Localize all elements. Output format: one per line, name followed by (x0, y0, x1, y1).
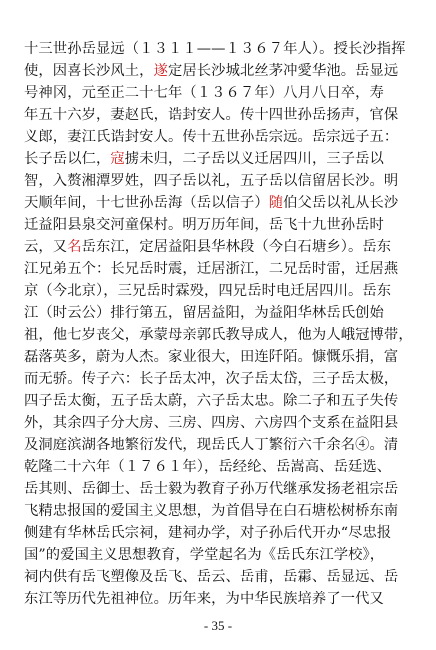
text-segment: 岳东江，定居益阳县华林段（今白石塘乡）。岳东 (81, 239, 392, 255)
body-text (24, 38, 416, 610)
text-segment: 东江等历代先祖神位。历年来，为中华民族培养了一代又 (24, 591, 384, 607)
text-line (24, 434, 416, 456)
text-line (24, 126, 416, 148)
text-line (24, 324, 416, 346)
text-segment: 伯父岳以礼从长沙 (283, 195, 399, 211)
highlighted-character: 遂 (153, 63, 168, 79)
text-line (24, 258, 416, 280)
text-line (24, 192, 416, 214)
text-line (24, 302, 416, 324)
text-segment: 江（时云公）排行第五，留居益阳，为益阳华林岳氏创始 (24, 305, 384, 321)
text-line (24, 280, 416, 302)
text-segment: 使，因喜长沙风土， (24, 63, 154, 79)
text-line (24, 412, 416, 434)
text-segment: 祖，他七岁丧父，承蒙母亲郭氏教导成人，他为人峨冠博带， (24, 327, 413, 343)
text-line (24, 522, 416, 544)
text-segment: 天顺年间，十七世孙岳海（岳以信子） (24, 195, 269, 211)
text-segment: 岳其则、岳御士、岳士毅为教育子孙万代继承发扬老祖宗岳 (24, 481, 399, 497)
text-line (24, 60, 416, 82)
text-segment: 长子岳以仁， (24, 151, 111, 167)
text-segment: 智，入赘湘潭罗姓，四子岳以礼，五子岳以信留居长沙。明 (24, 173, 399, 189)
text-segment: 掳未归，二子岳以义迁居四川，三子岳以 (124, 151, 384, 167)
text-segment: 祠内供有岳飞塑像及岳飞、岳云、岳甫，岳霦、岳显远、岳 (24, 569, 399, 585)
text-segment: 迁益阳县泉交河童保村。明万历年间，岳飞十九世孙岳时 (24, 217, 384, 233)
text-segment: 云，又 (24, 239, 68, 255)
text-segment: 飞精忠报国的爱国主义思想，为首倡导在白石塘松树桥东南 (24, 503, 399, 519)
text-line (24, 478, 416, 500)
text-line (24, 566, 416, 588)
text-line (24, 544, 416, 566)
text-segment: 磊落英多，蔚为人杰。家业很大，田连阡陌。慷慨乐捐，富 (24, 349, 399, 365)
text-line (24, 38, 416, 60)
highlighted-character: 寇 (110, 151, 125, 167)
highlighted-character: 随 (268, 195, 284, 211)
text-segment: 江兄弟五个：长兄岳时震，迁居浙江，二兄岳时雷，迁居燕 (24, 261, 399, 277)
text-line (24, 82, 416, 104)
text-segment: 乾隆二十六年（１７６１年），岳经纶、岳嵩高、岳廷选、 (24, 459, 392, 475)
text-segment: 侧建有华林岳氏宗祠，建祠办学，对子孙后代开办“尽忠报 (24, 525, 392, 541)
text-segment: 十三世孙岳显远（１３１１——１３６７年人）。授长沙指挥 (24, 41, 406, 57)
text-line (24, 588, 416, 610)
text-line (24, 500, 416, 522)
text-segment: 而无骄。传子六：长子岳太冲，次子岳太岱，三子岳太极， (24, 371, 399, 387)
text-line (24, 104, 416, 126)
text-line (24, 346, 416, 368)
text-line (24, 236, 416, 258)
text-line (24, 214, 416, 236)
text-line (24, 148, 416, 170)
highlighted-character: 名 (67, 239, 82, 255)
text-segment: 四子岳太衡，五子岳太蔚，六子岳太忠。除二子和五子失传 (24, 393, 399, 409)
text-segment: 国”的爱国主义思想教育，学堂起名为《岳氏东江学校》， (24, 547, 385, 563)
page-number: - 35 - (203, 618, 233, 633)
text-segment: 京（今北京），三兄岳时霖殁，四兄岳时电迁居四川。岳东 (24, 283, 392, 299)
text-line (24, 456, 416, 478)
text-segment: 号神冈，元至正二十七年（１３６７年）八月八日卒，寿 (24, 85, 384, 101)
text-segment: 及洞庭滨湖各地繁衍发代，现岳氏人丁繁衍六千余名④。清 (24, 437, 399, 453)
text-line (24, 170, 416, 192)
text-segment: 外，其余四子分大房、三房、四房、六房四个支系在益阳县 (24, 415, 399, 431)
text-segment: 义郎，妻江氏诰封安人。传十五世孙岳宗远。岳宗远子五： (24, 129, 399, 145)
text-segment: 年五十六岁，妻赵氏，诰封安人。传十四世孙岳扬声，官保 (24, 107, 399, 123)
text-segment: 定居长沙城北丝茅冲愛华池。岳显远 (167, 63, 399, 79)
text-line (24, 368, 416, 390)
text-line (24, 390, 416, 412)
